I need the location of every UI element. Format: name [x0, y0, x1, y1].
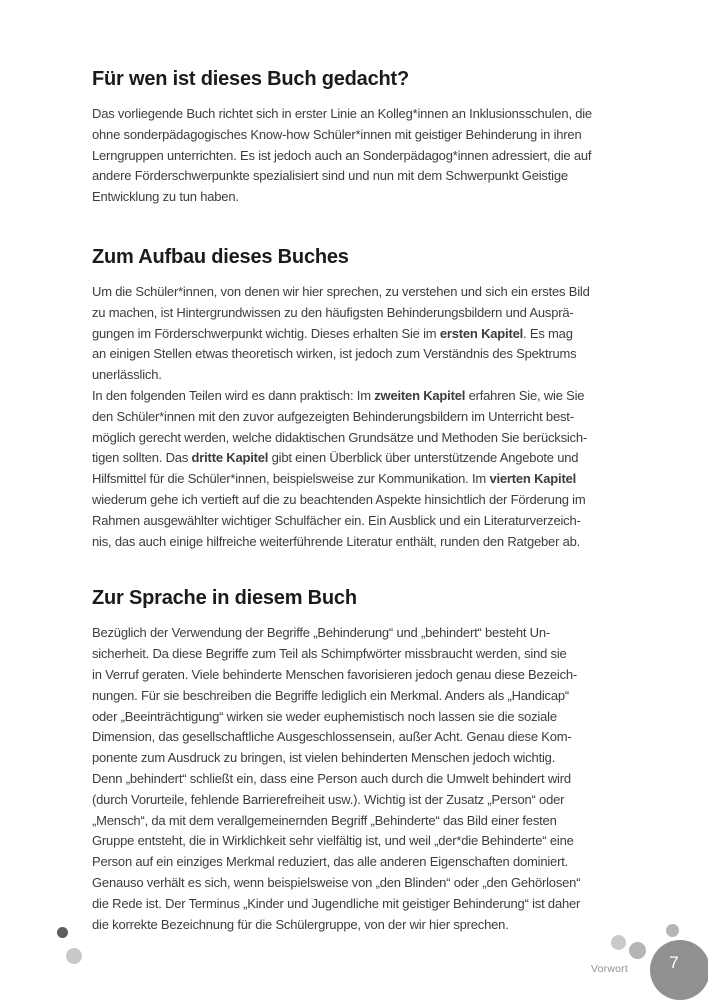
- section-fuer-wen: [92, 66, 652, 208]
- decorative-dot-light-icon: [611, 935, 626, 950]
- section-heading: Zur Sprache in diesem Buch: [92, 587, 357, 610]
- text-line: an einigen Stellen etwas theoretisch wirken, ist jedoch zum Verständnis des Spektrums: [92, 346, 577, 362]
- text-line: unerlässlich.: [92, 367, 162, 383]
- footer-chapter-label: Vorwort: [591, 963, 628, 975]
- page-number: 7: [669, 953, 679, 972]
- decorative-dot-dark-icon: [57, 927, 68, 938]
- text-line: Hilfsmittel für die Schüler*innen, beispielsweise zur Kommunikation. Im vierten Kapitel: [92, 471, 577, 487]
- text-line: in Verruf geraten. Viele behinderte Menschen favorisieren jedoch genau diese Bezeich-: [92, 666, 578, 682]
- page-number-circle: [650, 940, 708, 1000]
- text-line: sicherheit. Da diese Begriffe zum Teil als Schimpfwörter missbraucht werden, sind sie: [92, 646, 567, 662]
- paragraph: [92, 282, 652, 552]
- section-sprache: [92, 585, 652, 935]
- text-line: (durch Vorurteile, fehlende Barrierefreiheit usw.). Wichtig ist der Zusatz „Person“ oder: [92, 791, 565, 807]
- decorative-dot-medium-icon: [629, 942, 646, 959]
- text-line: gungen im Förderschwerpunkt wichtig. Dieses erhalten Sie im ersten Kapitel. Es mag: [92, 325, 573, 341]
- decorative-dot-small-icon: [666, 924, 679, 937]
- section-heading: Für wen ist dieses Buch gedacht?: [92, 68, 409, 90]
- text-line: Genauso verhält es sich, wenn beispielsweise von „den Blinden“ oder „den Gehörlosen“: [92, 874, 581, 890]
- text-line: nis, das auch einige hilfreiche weiterführende Literatur enthält, runden den Ratgeber ab.: [92, 533, 581, 549]
- text-line: Bezüglich der Verwendung der Begriffe „Behinderung“ und „behindert“ besteht Un-: [92, 625, 551, 641]
- text-line: Das vorliegende Buch richtet sich in erster Linie an Kolleg*innen an Inklusionsschulen, die: [92, 106, 592, 121]
- text-line: möglich gerecht werden, welche didaktischen Grundsätze und Methoden Sie berücksich-: [92, 429, 588, 445]
- text-line: „Mensch“, da mit dem verallgemeinernden Begriff „Behinderte“ das Bild einer festen: [92, 812, 557, 828]
- text-line: nungen. Für sie beschreiben die Begriffe lediglich ein Merkmal. Anders als „Handicap“: [92, 687, 570, 703]
- text-line: Dimension, das gesellschaftliche Ausgeschlossensein, außer Acht. Genau diese Kom-: [92, 729, 572, 745]
- text-line: wiederum gehe ich vertieft auf die zu beachtenden Aspekte hinsichtlich der Förderung im: [92, 491, 586, 507]
- text-line: ohne sonderpädagogisches Know-how Schüler*innen mit geistiger Behinderung in ihren: [92, 126, 582, 142]
- text-line: tigen sollten. Das dritte Kapitel gibt einen Überblick über unterstützende Angebote und: [92, 450, 579, 466]
- text-line: andere Förderschwerpunkte spezialisiert sind und nun mit dem Schwerpunkt Geistige: [92, 168, 568, 184]
- text-line: Entwicklung zu tun haben.: [92, 189, 239, 205]
- decorative-dot-light-icon: [66, 948, 82, 964]
- text-line: In den folgenden Teilen wird es dann praktisch: Im zweiten Kapitel erfahren Sie, wie Sie: [92, 387, 585, 403]
- section-aufbau: [92, 244, 652, 552]
- text-line: Lerngruppen unterrichten. Es ist jedoch auch an Sonderpädagog*innen adressiert, die auf: [92, 147, 592, 163]
- text-line: Um die Schüler*innen, von denen wir hier sprechen, zu verstehen und sich ein erstes Bild: [92, 283, 590, 299]
- paragraph: [92, 104, 652, 208]
- page-content: [92, 66, 652, 935]
- text-line: Rahmen ausgewählter wichtiger Schulfächer ein. Ein Ausblick und ein Literaturverzeich-: [92, 512, 581, 528]
- text-line: Denn „behindert“ schließt ein, dass eine Person auch durch die Umwelt behindert wird: [92, 770, 571, 786]
- text-line: den Schüler*innen mit den zuvor aufgezeigten Behinderungsbildern im Unterricht best-: [92, 408, 574, 424]
- text-line: die korrekte Bezeichnung für die Schülergruppe, von der wir hier sprechen.: [92, 916, 509, 932]
- section-heading: Zum Aufbau dieses Buches: [92, 245, 349, 268]
- text-line: zu machen, ist Hintergrundwissen zu den häufigsten Behinderungsbildern und Ausprä-: [92, 304, 574, 320]
- text-line: die Rede ist. Der Terminus „Kinder und Jugendliche mit geistiger Behinderung“ ist daher: [92, 895, 581, 911]
- text-line: ponente zum Ausdruck zu bringen, ist vielen behinderten Menschen jedoch wichtig.: [92, 750, 556, 766]
- paragraph: [92, 623, 652, 935]
- text-line: oder „Beeinträchtigung“ wirken sie weder euphemistisch noch lassen sie die soziale: [92, 708, 557, 724]
- text-line: Gruppe entsteht, die in Wirklichkeit sehr vielfältig ist, und weil „der*die Behinderte“ eine: [92, 833, 574, 849]
- text-line: Person auf ein einziges Merkmal reduziert, das alle anderen Eigenschaften dominiert.: [92, 854, 569, 870]
